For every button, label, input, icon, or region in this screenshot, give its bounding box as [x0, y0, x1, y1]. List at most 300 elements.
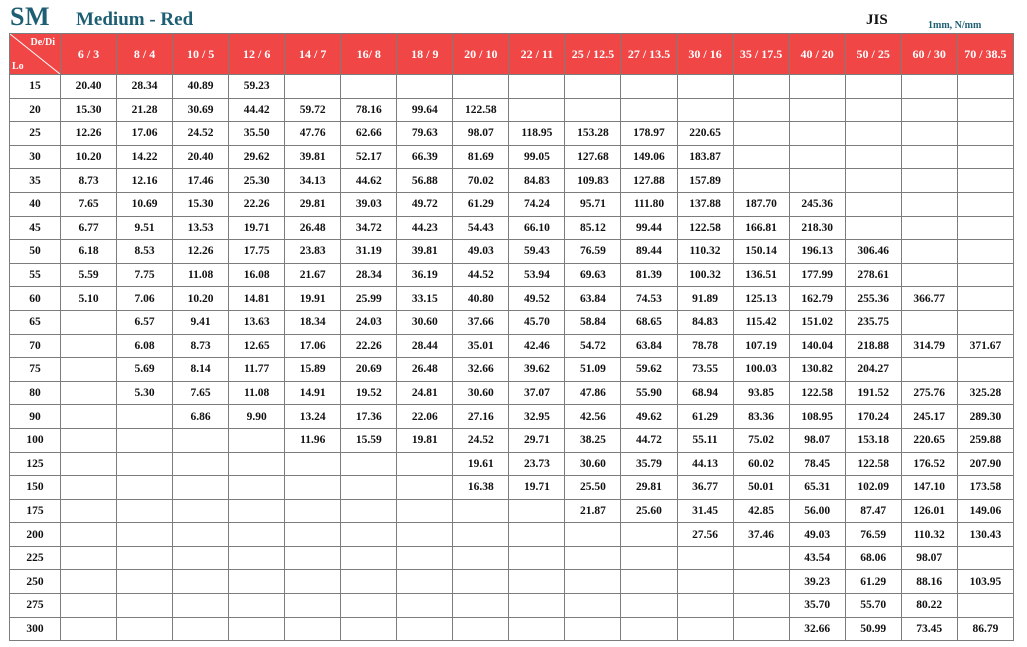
value-cell: 289.30: [957, 405, 1013, 429]
value-cell: 7.75: [117, 263, 173, 287]
value-cell: [957, 287, 1013, 311]
column-header: 50 / 25: [845, 34, 901, 75]
value-cell: 44.13: [677, 452, 733, 476]
value-cell: 73.55: [677, 358, 733, 382]
value-cell: [901, 263, 957, 287]
value-cell: 17.36: [341, 405, 397, 429]
value-cell: 79.63: [397, 122, 453, 146]
value-cell: 26.48: [285, 216, 341, 240]
value-cell: 9.51: [117, 216, 173, 240]
value-cell: 8.14: [173, 358, 229, 382]
table-row: [10, 192, 1014, 216]
value-cell: 29.81: [621, 476, 677, 500]
value-cell: [229, 523, 285, 547]
value-cell: 73.45: [901, 617, 957, 641]
value-cell: 25.50: [565, 476, 621, 500]
value-cell: 13.24: [285, 405, 341, 429]
value-cell: 35.70: [789, 594, 845, 618]
value-cell: 30.60: [453, 381, 509, 405]
value-cell: [341, 546, 397, 570]
value-cell: [61, 570, 117, 594]
value-cell: 17.06: [285, 334, 341, 358]
value-cell: 100.32: [677, 263, 733, 287]
value-cell: [621, 523, 677, 547]
value-cell: [229, 594, 285, 618]
value-cell: [397, 570, 453, 594]
value-cell: [397, 452, 453, 476]
value-cell: 61.29: [845, 570, 901, 594]
value-cell: 66.10: [509, 216, 565, 240]
value-cell: [901, 216, 957, 240]
value-cell: 12.26: [61, 122, 117, 146]
value-cell: 28.34: [117, 75, 173, 99]
value-cell: [733, 122, 789, 146]
value-cell: 32.66: [789, 617, 845, 641]
value-cell: [61, 546, 117, 570]
value-cell: [509, 570, 565, 594]
value-cell: [565, 98, 621, 122]
value-cell: 98.07: [453, 122, 509, 146]
value-cell: 98.07: [789, 428, 845, 452]
value-cell: [845, 75, 901, 99]
column-header: 25 / 12.5: [565, 34, 621, 75]
value-cell: 74.24: [509, 192, 565, 216]
value-cell: 110.32: [901, 523, 957, 547]
value-cell: [957, 358, 1013, 382]
value-cell: 78.16: [341, 98, 397, 122]
value-cell: [117, 452, 173, 476]
value-cell: [285, 499, 341, 523]
value-cell: 6.08: [117, 334, 173, 358]
value-cell: 149.06: [621, 145, 677, 169]
value-cell: 10.69: [117, 192, 173, 216]
value-cell: 27.56: [677, 523, 733, 547]
row-header-lo: 175: [10, 499, 61, 523]
value-cell: 33.15: [397, 287, 453, 311]
value-cell: 115.42: [733, 310, 789, 334]
value-cell: 62.66: [341, 122, 397, 146]
value-cell: [61, 358, 117, 382]
value-cell: 61.29: [677, 405, 733, 429]
value-cell: [565, 546, 621, 570]
value-cell: 49.03: [453, 240, 509, 264]
value-cell: [285, 452, 341, 476]
value-cell: [397, 499, 453, 523]
value-cell: 15.59: [341, 428, 397, 452]
value-cell: [397, 75, 453, 99]
value-cell: 166.81: [733, 216, 789, 240]
value-cell: 130.82: [789, 358, 845, 382]
value-cell: [453, 523, 509, 547]
value-cell: [621, 570, 677, 594]
value-cell: 157.89: [677, 169, 733, 193]
value-cell: 36.19: [397, 263, 453, 287]
row-header-lo: 70: [10, 334, 61, 358]
row-header-lo: 90: [10, 405, 61, 429]
value-cell: 173.58: [957, 476, 1013, 500]
value-cell: [957, 310, 1013, 334]
table-row: [10, 381, 1014, 405]
table-row: [10, 145, 1014, 169]
value-cell: 245.17: [901, 405, 957, 429]
value-cell: [509, 594, 565, 618]
value-cell: 37.07: [509, 381, 565, 405]
value-cell: 275.76: [901, 381, 957, 405]
table-row: [10, 334, 1014, 358]
table-row: [10, 546, 1014, 570]
value-cell: 170.24: [845, 405, 901, 429]
value-cell: [565, 617, 621, 641]
column-header: 40 / 20: [789, 34, 845, 75]
value-cell: [173, 617, 229, 641]
value-cell: 147.10: [901, 476, 957, 500]
value-cell: [285, 523, 341, 547]
value-cell: 58.84: [565, 310, 621, 334]
value-cell: [117, 523, 173, 547]
table-row: [10, 310, 1014, 334]
value-cell: [341, 75, 397, 99]
value-cell: 19.91: [285, 287, 341, 311]
value-cell: 140.04: [789, 334, 845, 358]
value-cell: 55.90: [621, 381, 677, 405]
value-cell: [565, 594, 621, 618]
value-cell: 88.16: [901, 570, 957, 594]
value-cell: 78.45: [789, 452, 845, 476]
value-cell: 39.03: [341, 192, 397, 216]
row-header-lo: 300: [10, 617, 61, 641]
value-cell: 9.90: [229, 405, 285, 429]
value-cell: [341, 452, 397, 476]
value-cell: 39.23: [789, 570, 845, 594]
value-cell: 127.68: [565, 145, 621, 169]
table-row: [10, 169, 1014, 193]
value-cell: [229, 617, 285, 641]
value-cell: [901, 98, 957, 122]
value-cell: 122.58: [789, 381, 845, 405]
value-cell: 371.67: [957, 334, 1013, 358]
row-header-lo: 275: [10, 594, 61, 618]
column-header: 22 / 11: [509, 34, 565, 75]
value-cell: 11.77: [229, 358, 285, 382]
series-title: Medium - Red: [76, 9, 194, 30]
value-cell: 259.88: [957, 428, 1013, 452]
value-cell: 28.34: [341, 263, 397, 287]
value-cell: 59.62: [621, 358, 677, 382]
value-cell: 15.89: [285, 358, 341, 382]
value-cell: 6.18: [61, 240, 117, 264]
value-cell: 54.43: [453, 216, 509, 240]
value-cell: 19.61: [453, 452, 509, 476]
value-cell: [229, 452, 285, 476]
value-cell: [117, 428, 173, 452]
value-cell: [341, 570, 397, 594]
value-cell: [901, 122, 957, 146]
value-cell: 27.16: [453, 405, 509, 429]
value-cell: [677, 98, 733, 122]
value-cell: 127.88: [621, 169, 677, 193]
value-cell: 29.81: [285, 192, 341, 216]
row-header-lo: 60: [10, 287, 61, 311]
value-cell: 53.94: [509, 263, 565, 287]
value-cell: [733, 75, 789, 99]
value-cell: [453, 546, 509, 570]
value-cell: [621, 617, 677, 641]
value-cell: [173, 594, 229, 618]
value-cell: 89.44: [621, 240, 677, 264]
value-cell: 21.67: [285, 263, 341, 287]
value-cell: 7.65: [173, 381, 229, 405]
value-cell: [173, 499, 229, 523]
value-cell: 7.65: [61, 192, 117, 216]
value-cell: 44.72: [621, 428, 677, 452]
value-cell: [509, 617, 565, 641]
value-cell: [789, 145, 845, 169]
value-cell: [341, 523, 397, 547]
value-cell: 12.65: [229, 334, 285, 358]
value-cell: 86.79: [957, 617, 1013, 641]
value-cell: 7.06: [117, 287, 173, 311]
value-cell: 24.52: [453, 428, 509, 452]
value-cell: 66.39: [397, 145, 453, 169]
value-cell: 21.87: [565, 499, 621, 523]
value-cell: 12.16: [117, 169, 173, 193]
value-cell: 150.14: [733, 240, 789, 264]
value-cell: [285, 617, 341, 641]
standard-label: JIS: [866, 12, 888, 28]
value-cell: 162.79: [789, 287, 845, 311]
value-cell: 23.73: [509, 452, 565, 476]
value-cell: [61, 381, 117, 405]
value-cell: 37.66: [453, 310, 509, 334]
value-cell: [621, 546, 677, 570]
value-cell: 153.18: [845, 428, 901, 452]
value-cell: 5.59: [61, 263, 117, 287]
value-cell: [117, 617, 173, 641]
value-cell: 39.81: [397, 240, 453, 264]
value-cell: 42.85: [733, 499, 789, 523]
value-cell: [285, 594, 341, 618]
value-cell: 60.02: [733, 452, 789, 476]
value-cell: 110.32: [677, 240, 733, 264]
column-header: 6 / 3: [61, 34, 117, 75]
value-cell: [733, 169, 789, 193]
value-cell: 68.65: [621, 310, 677, 334]
value-cell: [789, 75, 845, 99]
value-cell: [61, 499, 117, 523]
value-cell: 44.23: [397, 216, 453, 240]
value-cell: 9.41: [173, 310, 229, 334]
value-cell: 32.66: [453, 358, 509, 382]
row-header-lo: 100: [10, 428, 61, 452]
column-header: 14 / 7: [285, 34, 341, 75]
value-cell: [173, 476, 229, 500]
value-cell: 25.30: [229, 169, 285, 193]
value-cell: 38.25: [565, 428, 621, 452]
value-cell: [61, 310, 117, 334]
value-cell: 44.52: [453, 263, 509, 287]
value-cell: 20.69: [341, 358, 397, 382]
value-cell: [733, 546, 789, 570]
table-row: [10, 240, 1014, 264]
value-cell: [285, 546, 341, 570]
value-cell: 118.95: [509, 122, 565, 146]
value-cell: [733, 617, 789, 641]
value-cell: 22.26: [341, 334, 397, 358]
value-cell: [61, 428, 117, 452]
value-cell: [117, 594, 173, 618]
row-header-lo: 200: [10, 523, 61, 547]
value-cell: 149.06: [957, 499, 1013, 523]
column-header: 16/ 8: [341, 34, 397, 75]
table-row: [10, 452, 1014, 476]
value-cell: 6.86: [173, 405, 229, 429]
value-cell: [957, 546, 1013, 570]
value-cell: 130.43: [957, 523, 1013, 547]
value-cell: 15.30: [173, 192, 229, 216]
value-cell: [397, 594, 453, 618]
value-cell: [229, 546, 285, 570]
value-cell: 69.63: [565, 263, 621, 287]
value-cell: 75.02: [733, 428, 789, 452]
table-row: [10, 263, 1014, 287]
value-cell: 98.07: [901, 546, 957, 570]
value-cell: 191.52: [845, 381, 901, 405]
value-cell: 56.88: [397, 169, 453, 193]
value-cell: 14.22: [117, 145, 173, 169]
value-cell: [509, 98, 565, 122]
value-cell: [453, 570, 509, 594]
value-cell: 245.36: [789, 192, 845, 216]
value-cell: [509, 546, 565, 570]
value-cell: 59.43: [509, 240, 565, 264]
value-cell: 176.52: [901, 452, 957, 476]
value-cell: [677, 594, 733, 618]
value-cell: 40.89: [173, 75, 229, 99]
value-cell: 126.01: [901, 499, 957, 523]
value-cell: 63.84: [621, 334, 677, 358]
value-cell: 220.65: [901, 428, 957, 452]
value-cell: [901, 192, 957, 216]
value-cell: 20.40: [173, 145, 229, 169]
row-header-lo: 250: [10, 570, 61, 594]
value-cell: [901, 310, 957, 334]
table-row: [10, 523, 1014, 547]
table-row: [10, 476, 1014, 500]
value-cell: 61.29: [453, 192, 509, 216]
value-cell: [61, 452, 117, 476]
value-cell: 6.77: [61, 216, 117, 240]
value-cell: [845, 192, 901, 216]
value-cell: 18.34: [285, 310, 341, 334]
column-header: 18 / 9: [397, 34, 453, 75]
column-header: 60 / 30: [901, 34, 957, 75]
value-cell: 15.30: [61, 98, 117, 122]
value-cell: [621, 594, 677, 618]
value-cell: 153.28: [565, 122, 621, 146]
value-cell: 6.57: [117, 310, 173, 334]
value-cell: [901, 240, 957, 264]
value-cell: [341, 476, 397, 500]
value-cell: 16.38: [453, 476, 509, 500]
value-cell: 151.02: [789, 310, 845, 334]
value-cell: [229, 499, 285, 523]
value-cell: 255.36: [845, 287, 901, 311]
table-row: [10, 405, 1014, 429]
value-cell: [117, 405, 173, 429]
value-cell: 24.52: [173, 122, 229, 146]
value-cell: 17.06: [117, 122, 173, 146]
value-cell: [677, 75, 733, 99]
value-cell: 22.06: [397, 405, 453, 429]
value-cell: [453, 617, 509, 641]
value-cell: 24.03: [341, 310, 397, 334]
value-cell: 102.09: [845, 476, 901, 500]
value-cell: [789, 169, 845, 193]
value-cell: 107.19: [733, 334, 789, 358]
value-cell: [901, 145, 957, 169]
row-header-lo: 125: [10, 452, 61, 476]
value-cell: [845, 122, 901, 146]
value-cell: [733, 570, 789, 594]
table-row: [10, 287, 1014, 311]
value-cell: 30.60: [565, 452, 621, 476]
value-cell: [621, 98, 677, 122]
value-cell: 51.09: [565, 358, 621, 382]
value-cell: [285, 476, 341, 500]
value-cell: 45.70: [509, 310, 565, 334]
value-cell: 47.86: [565, 381, 621, 405]
value-cell: 43.54: [789, 546, 845, 570]
row-header-lo: 75: [10, 358, 61, 382]
value-cell: 28.44: [397, 334, 453, 358]
value-cell: 44.62: [341, 169, 397, 193]
value-cell: 32.95: [509, 405, 565, 429]
value-cell: 63.84: [565, 287, 621, 311]
value-cell: 16.08: [229, 263, 285, 287]
value-cell: 235.75: [845, 310, 901, 334]
value-cell: 55.11: [677, 428, 733, 452]
value-cell: 49.03: [789, 523, 845, 547]
value-cell: 22.26: [229, 192, 285, 216]
value-cell: 59.23: [229, 75, 285, 99]
value-cell: 177.99: [789, 263, 845, 287]
value-cell: 13.53: [173, 216, 229, 240]
value-cell: 50.99: [845, 617, 901, 641]
value-cell: 85.12: [565, 216, 621, 240]
value-cell: 95.71: [565, 192, 621, 216]
value-cell: 91.89: [677, 287, 733, 311]
value-cell: [845, 98, 901, 122]
value-cell: 19.52: [341, 381, 397, 405]
value-cell: 122.58: [845, 452, 901, 476]
value-cell: 70.02: [453, 169, 509, 193]
value-cell: 183.87: [677, 145, 733, 169]
value-cell: 35.79: [621, 452, 677, 476]
value-cell: 23.83: [285, 240, 341, 264]
value-cell: 8.53: [117, 240, 173, 264]
table-body: [10, 75, 1014, 641]
value-cell: [117, 476, 173, 500]
value-cell: 34.13: [285, 169, 341, 193]
value-cell: 99.64: [397, 98, 453, 122]
value-cell: 24.81: [397, 381, 453, 405]
value-cell: 49.52: [509, 287, 565, 311]
value-cell: 8.73: [61, 169, 117, 193]
value-cell: 31.45: [677, 499, 733, 523]
table-row: [10, 594, 1014, 618]
value-cell: 137.88: [677, 192, 733, 216]
value-cell: 11.08: [229, 381, 285, 405]
